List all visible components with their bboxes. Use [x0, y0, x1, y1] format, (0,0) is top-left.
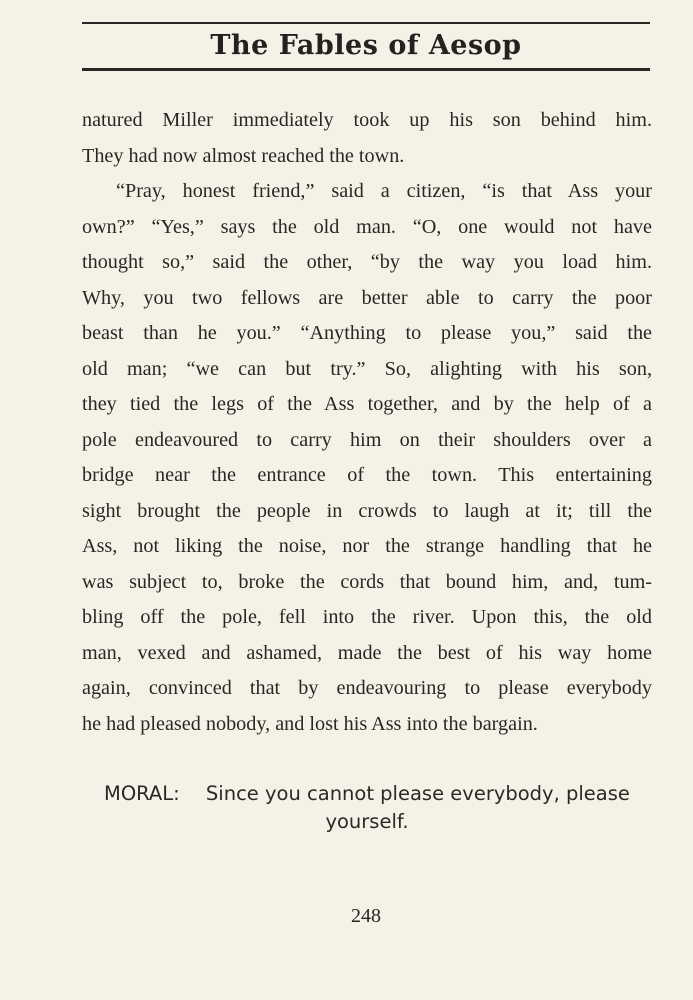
- page-number: 248: [351, 905, 381, 927]
- text-line: he had pleased nobody, and lost his Ass into the bargain.: [82, 712, 538, 735]
- text-line: natured Miller immediately took up his son behind him.: [82, 109, 652, 131]
- text-line: Why, you two fellows are better able to carry the poor: [82, 286, 652, 309]
- text-line: pole endeavoured to carry him on their shoulders over a: [82, 428, 652, 451]
- text-line: they tied the legs of the Ass together, and by the help of a: [82, 393, 652, 415]
- fable-body-text: [82, 103, 652, 742]
- moral-text: Since you cannot please everybody, please: [205, 782, 630, 805]
- text-line: “Pray, honest friend,” said a citizen, “is that Ass your: [116, 180, 652, 202]
- text-line: again, convinced that by endeavouring to please everybody: [82, 677, 652, 699]
- text-line: was subject to, broke the cords that bound him, and, tum-: [82, 570, 652, 593]
- text-line: old man; “we can but try.” So, alighting with his son,: [82, 357, 652, 380]
- text-line: They had now almost reached the town.: [82, 144, 405, 167]
- running-header-title: The Fables of Aesop: [210, 30, 522, 61]
- text-line: beast than he you.” “Anything to please you,” said the: [82, 322, 652, 344]
- text-line: own?” “Yes,” says the old man. “O, one would not have: [82, 215, 652, 238]
- text-line: sight brought the people in crowds to laugh at it; till the: [82, 499, 652, 522]
- moral-section: [82, 780, 652, 836]
- moral-text-continued: yourself.: [325, 810, 409, 833]
- text-line: man, vexed and ashamed, made the best of his way home: [82, 641, 652, 664]
- text-line: bridge near the entrance of the town. This entertaining: [82, 464, 652, 486]
- text-line: thought so,” said the other, “by the way you load him.: [82, 251, 652, 273]
- text-line: Ass, not liking the noise, nor the strange handling that he: [82, 535, 652, 557]
- moral-label: MORAL:: [104, 782, 180, 805]
- header-rule-bottom: [82, 68, 650, 71]
- header-rule-top: [82, 22, 650, 24]
- text-line: bling off the pole, fell into the river. Upon this, the old: [82, 606, 652, 628]
- moral-line: [82, 780, 652, 808]
